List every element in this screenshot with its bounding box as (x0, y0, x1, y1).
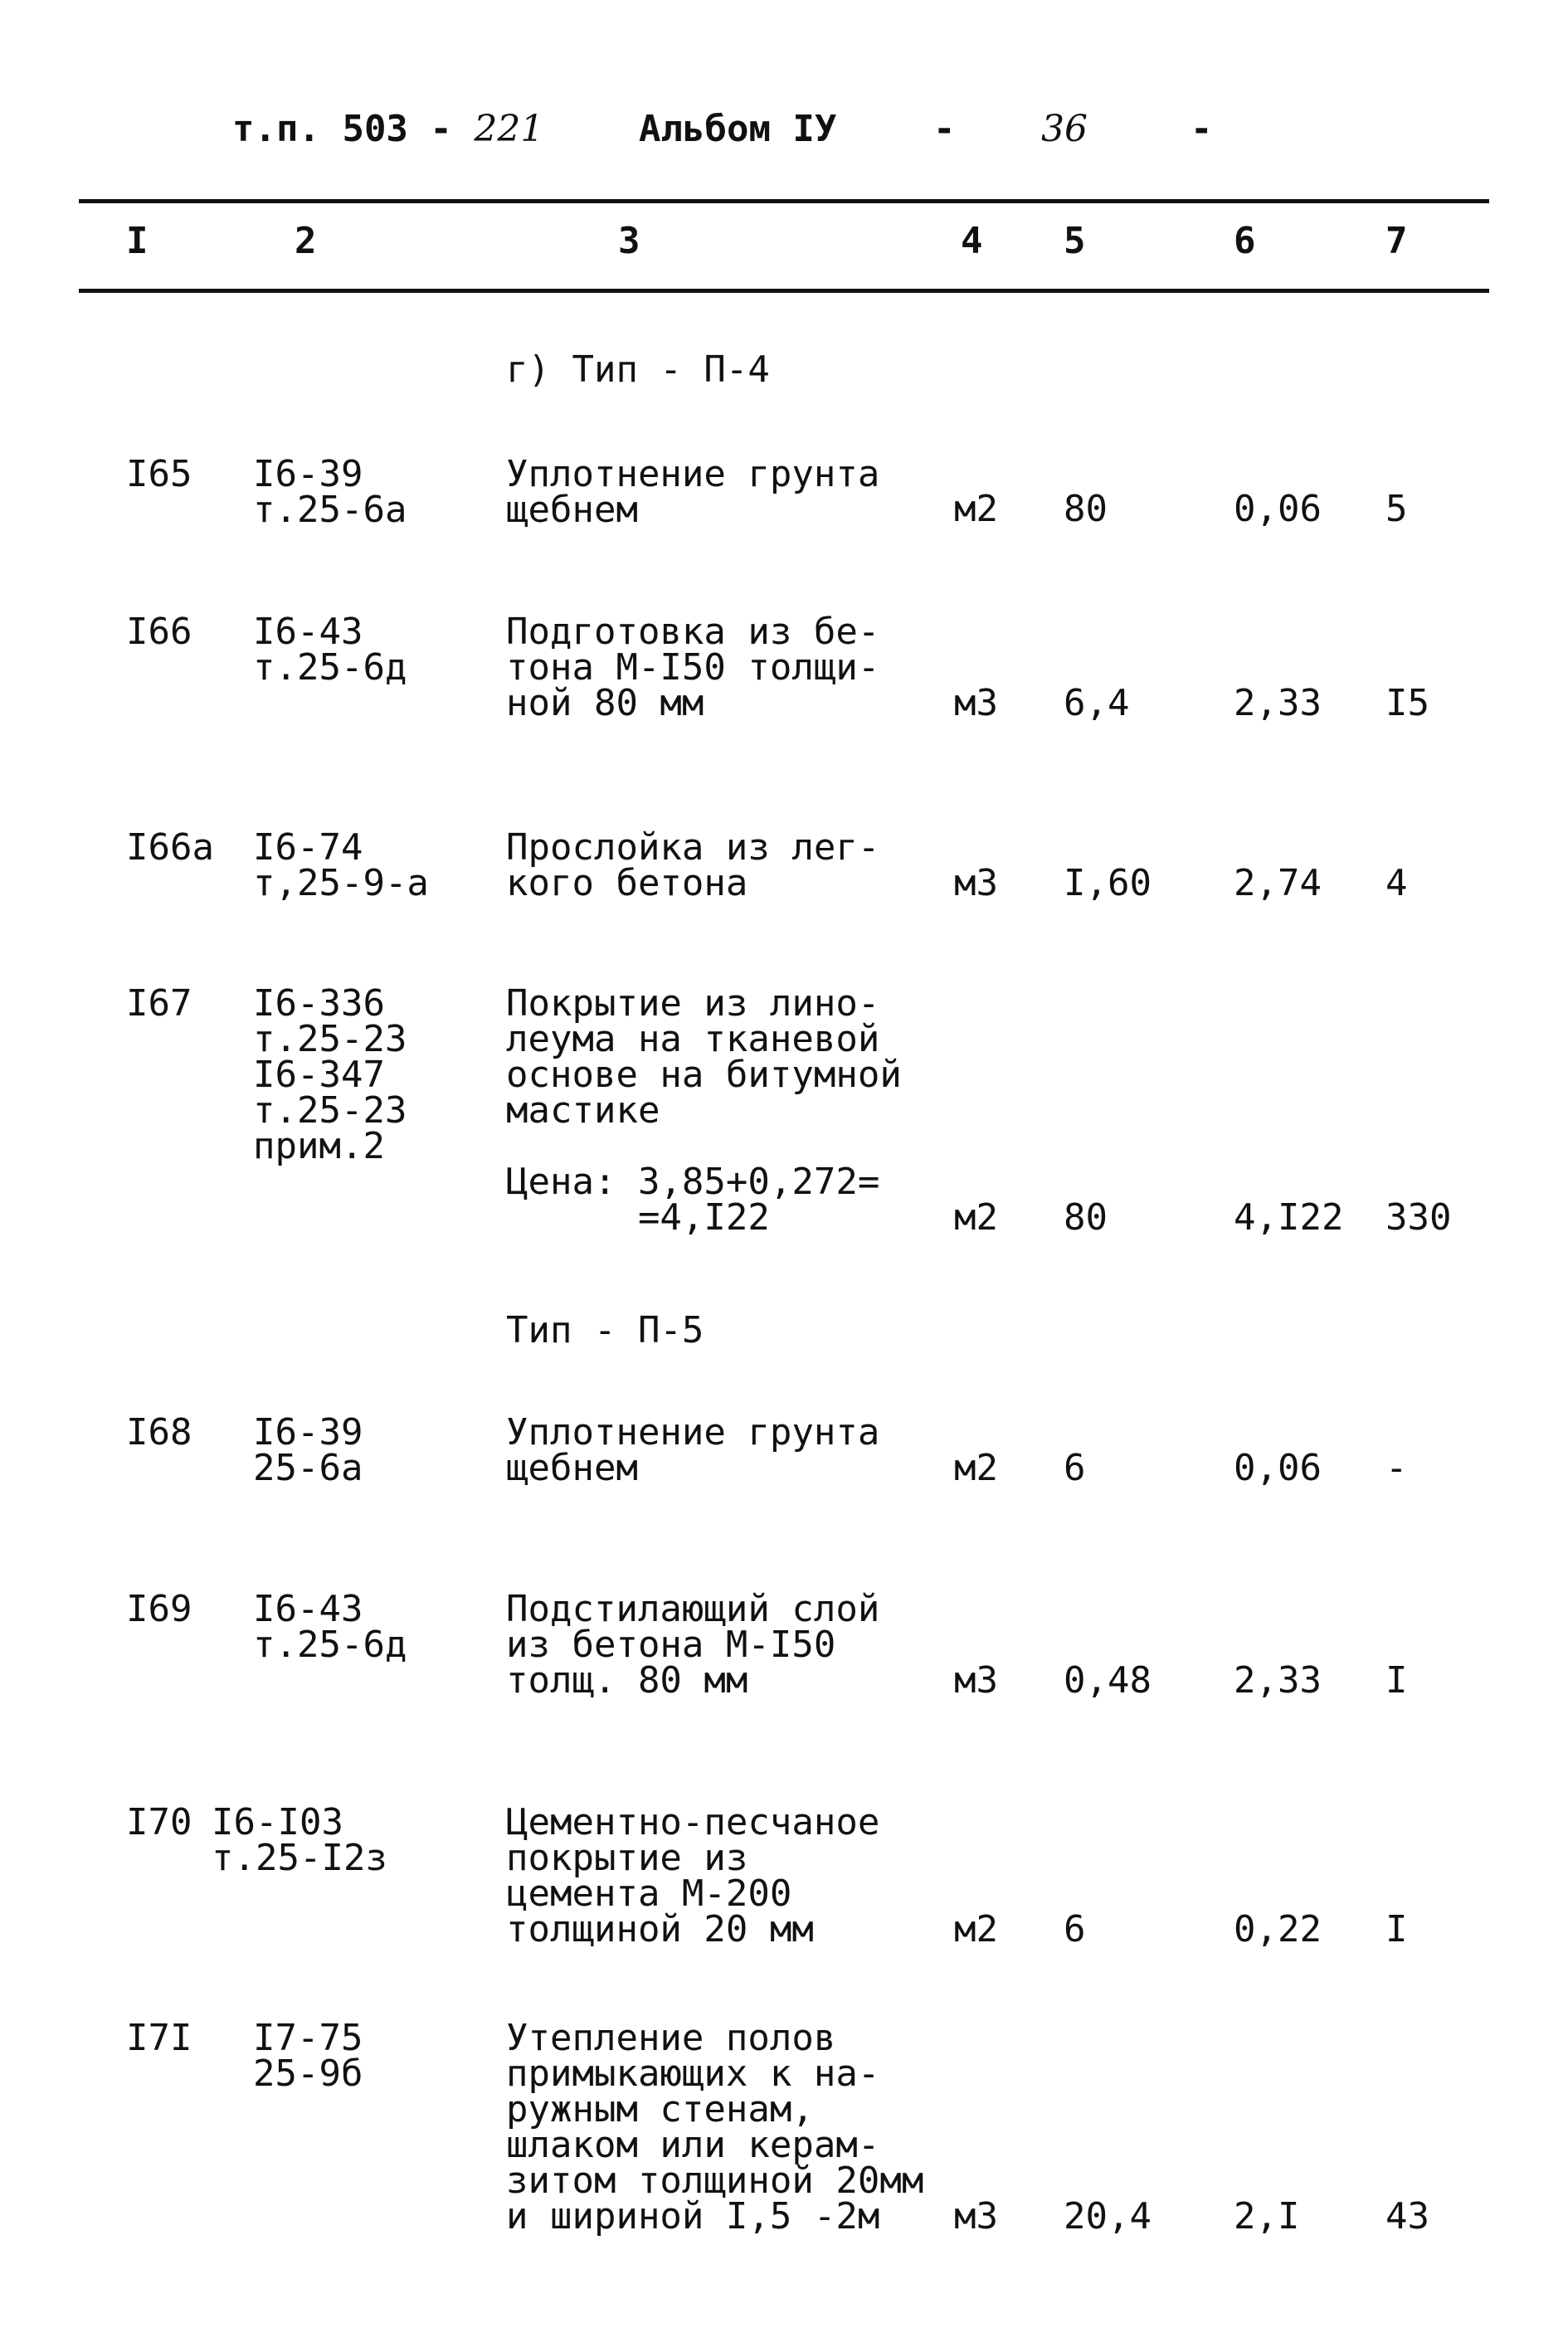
unit: м2 (954, 1196, 998, 1239)
row-number: I69 (126, 1588, 192, 1630)
quantity: 0,48 (1064, 1659, 1152, 1702)
quantity: 80 (1064, 1196, 1108, 1239)
column-number-5: 5 (1064, 220, 1086, 262)
series-handwritten-number: 221 (474, 108, 544, 150)
column-number-6: 6 (1234, 220, 1256, 262)
column-number-2: 2 (295, 220, 317, 262)
row-number: I67 (126, 982, 192, 1025)
norm-code: I6-I03 т.25-I2з (212, 1801, 387, 1879)
unit-price: 2,I (1234, 2195, 1300, 2238)
unit-price: 2,74 (1234, 862, 1322, 904)
quantity: 80 (1064, 488, 1108, 530)
unit-price: 2,33 (1234, 682, 1322, 724)
unit: м3 (954, 1659, 998, 1702)
work-description: Покрытие из лино- леума на тканевой основе на битумной мастике (506, 982, 902, 1132)
unit-price: 2,33 (1234, 1659, 1322, 1702)
work-description: Цементно-песчаное покрытие из цемента М-200 толщиной 20 мм (506, 1801, 880, 1950)
header-dash-right: - (1191, 108, 1213, 150)
unit-price: 0,06 (1234, 1447, 1322, 1489)
work-description: Уплотнение грунта щебнем (506, 1411, 880, 1489)
total-cost: - (1385, 1447, 1408, 1489)
row-number: I66а (126, 826, 214, 869)
quantity: 20,4 (1064, 2195, 1152, 2238)
price-calculation-note: Цена: 3,85+0,272= =4,I22 (506, 1161, 880, 1239)
total-cost: 4 (1385, 862, 1408, 904)
unit: м2 (954, 488, 998, 530)
quantity: 6 (1064, 1447, 1086, 1489)
column-number-4: 4 (961, 220, 983, 262)
row-number: I68 (126, 1411, 192, 1454)
quantity: 6 (1064, 1908, 1086, 1950)
norm-code: I6-74 т,25-9-а (253, 826, 429, 904)
album-label: Альбом IУ (639, 108, 837, 150)
norm-code: I6-43 т.25-6д (253, 1588, 407, 1666)
work-description: Прослойка из лег- кого бетона (506, 826, 880, 904)
unit-price: 0,22 (1234, 1908, 1322, 1950)
total-cost: 43 (1385, 2195, 1429, 2238)
column-number-3: 3 (618, 220, 640, 262)
unit-price: 0,06 (1234, 488, 1322, 530)
table-header-rule (79, 289, 1489, 293)
section-heading-type-p5: Тип - П-5 (506, 1309, 704, 1351)
row-number: I7I (126, 2017, 192, 2059)
column-number-1: I (126, 220, 149, 262)
norm-code: I7-75 25-9б (253, 2017, 363, 2095)
unit: м2 (954, 1908, 998, 1950)
work-description: Подстилающий слой из бетона М-I50 толщ. 80 мм (506, 1588, 880, 1702)
unit: м3 (954, 682, 998, 724)
row-number: I70 (126, 1801, 192, 1843)
unit: м2 (954, 1447, 998, 1489)
document-header (232, 108, 543, 150)
row-number: I66 (126, 611, 192, 653)
work-description: Уплотнение грунта щебнем (506, 453, 880, 531)
table-top-rule (79, 199, 1489, 203)
norm-code: I6-336 т.25-23 I6-347 т.25-23 прим.2 (253, 982, 407, 1167)
page-number: 36 (1041, 108, 1088, 150)
unit: м3 (954, 2195, 998, 2238)
work-description: Утепление полов примыкающих к на- ружным стенам, шлаком или керам- зитом толщиной 20мм и шириной I,5 -2м (506, 2017, 924, 2238)
norm-code: I6-43 т.25-6д (253, 611, 407, 689)
total-cost: I (1385, 1659, 1408, 1702)
total-cost: I5 (1385, 682, 1429, 724)
total-cost: 5 (1385, 488, 1408, 530)
unit-price: 4,I22 (1234, 1196, 1344, 1239)
column-number-7: 7 (1385, 220, 1408, 262)
series-label: т.п. 503 - (232, 108, 452, 150)
header-dash-left: - (933, 108, 956, 150)
unit: м3 (954, 862, 998, 904)
work-description: Подготовка из бе- тона М-I50 толщи- ной 80 мм (506, 611, 880, 724)
row-number: I65 (126, 453, 192, 495)
norm-code: I6-39 т.25-6а (253, 453, 407, 531)
total-cost: I (1385, 1908, 1408, 1950)
norm-code: I6-39 25-6а (253, 1411, 363, 1489)
section-heading-type-p4: г) Тип - П-4 (506, 348, 770, 391)
quantity: 6,4 (1064, 682, 1130, 724)
total-cost: 330 (1385, 1196, 1452, 1239)
quantity: I,60 (1064, 862, 1152, 904)
